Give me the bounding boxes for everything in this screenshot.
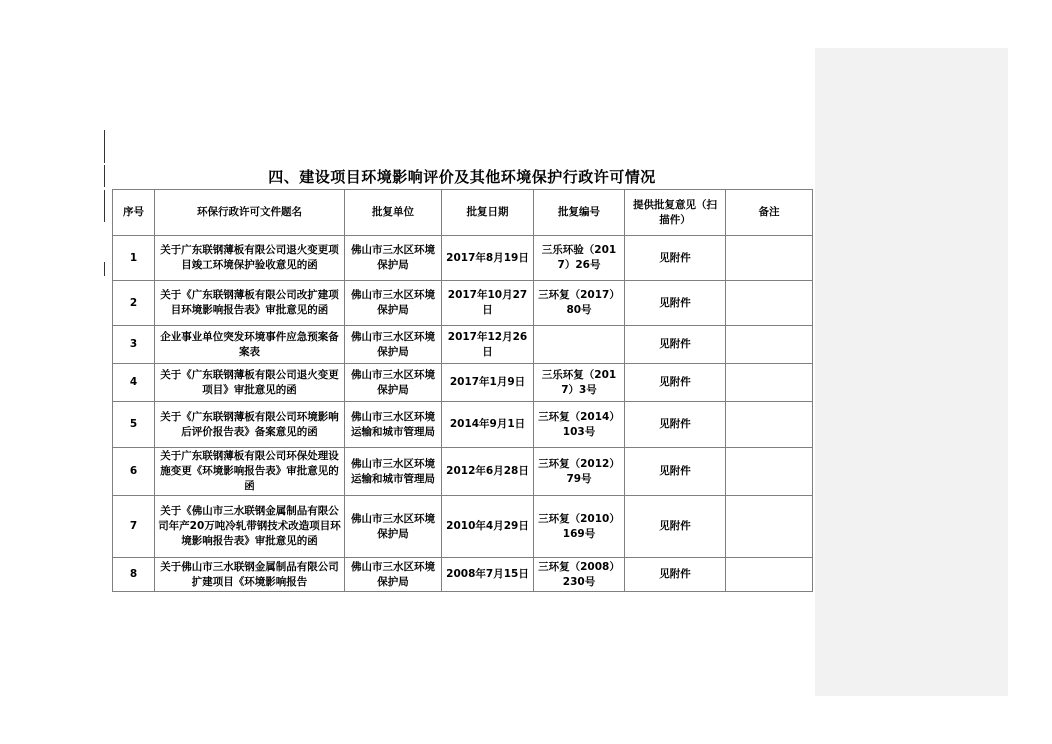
approval-unit: 佛山市三水区环境保护局 [345, 558, 442, 592]
approval-code [534, 326, 625, 364]
scan-reference: 见附件 [625, 496, 726, 558]
change-bar [104, 165, 105, 187]
scan-reference: 见附件 [625, 402, 726, 448]
row-number: 2 [113, 281, 155, 326]
remark [726, 402, 813, 448]
scan-reference: 见附件 [625, 236, 726, 281]
column-header-scan: 提供批复意见（扫描件） [625, 190, 726, 236]
table-row [113, 236, 813, 281]
approval-unit: 佛山市三水区环境运输和城市管理局 [345, 448, 442, 496]
approval-code: 三环复（2017）80号 [534, 281, 625, 326]
table-row [113, 364, 813, 402]
scan-reference: 见附件 [625, 448, 726, 496]
document-title: 关于广东联钢薄板有限公司退火变更项目竣工环境保护验收意见的函 [155, 236, 345, 281]
approval-date: 2017年8月19日 [442, 236, 534, 281]
column-header-code: 批复编号 [534, 190, 625, 236]
table-row [113, 496, 813, 558]
approval-date: 2017年12月26日 [442, 326, 534, 364]
remark [726, 326, 813, 364]
change-bar [104, 130, 105, 163]
permits-table [112, 189, 813, 592]
approval-unit: 佛山市三水区环境保护局 [345, 364, 442, 402]
approval-code: 三乐环验（2017）26号 [534, 236, 625, 281]
document-title: 关于《佛山市三水联钢金属制品有限公司年产20万吨冷轧带钢技术改造项目环境影响报告表》审批意见的函 [155, 496, 345, 558]
change-bar [104, 190, 105, 222]
approval-code: 三环复（2008）230号 [534, 558, 625, 592]
remark [726, 364, 813, 402]
table-row [113, 558, 813, 592]
table-header-row [113, 190, 813, 236]
scan-reference: 见附件 [625, 326, 726, 364]
approval-date: 2017年1月9日 [442, 364, 534, 402]
section-title: 四、建设项目环境影响评价及其他环境保护行政许可情况 [268, 168, 656, 186]
document-title: 关于《广东联钢薄板有限公司环境影响后评价报告表》备案意见的函 [155, 402, 345, 448]
row-number: 6 [113, 448, 155, 496]
column-header-note: 备注 [726, 190, 813, 236]
approval-unit: 佛山市三水区环境运输和城市管理局 [345, 402, 442, 448]
approval-code: 三环复（2010）169号 [534, 496, 625, 558]
approval-code: 三环复（2012）79号 [534, 448, 625, 496]
table-row [113, 326, 813, 364]
comment-pane [815, 48, 1008, 696]
remark [726, 496, 813, 558]
scan-reference: 见附件 [625, 281, 726, 326]
row-number: 3 [113, 326, 155, 364]
scan-reference: 见附件 [625, 364, 726, 402]
document-title: 企业事业单位突发环境事件应急预案备案表 [155, 326, 345, 364]
row-number: 5 [113, 402, 155, 448]
approval-date: 2012年6月28日 [442, 448, 534, 496]
approval-date: 2008年7月15日 [442, 558, 534, 592]
remark [726, 236, 813, 281]
approval-date: 2014年9月1日 [442, 402, 534, 448]
approval-unit: 佛山市三水区环境保护局 [345, 236, 442, 281]
remark [726, 281, 813, 326]
column-header-unit: 批复单位 [345, 190, 442, 236]
column-header-no: 序号 [113, 190, 155, 236]
approval-code: 三乐环复（2017）3号 [534, 364, 625, 402]
table-row [113, 402, 813, 448]
column-header-document: 环保行政许可文件题名 [155, 190, 345, 236]
document-title: 关于佛山市三水联钢金属制品有限公司扩建项目《环境影响报告 [155, 558, 345, 592]
change-bar [104, 262, 105, 276]
row-number: 8 [113, 558, 155, 592]
row-number: 1 [113, 236, 155, 281]
approval-date: 2017年10月27日 [442, 281, 534, 326]
approval-unit: 佛山市三水区环境保护局 [345, 281, 442, 326]
column-header-date: 批复日期 [442, 190, 534, 236]
approval-unit: 佛山市三水区环境保护局 [345, 496, 442, 558]
approval-unit: 佛山市三水区环境保护局 [345, 326, 442, 364]
table-row [113, 281, 813, 326]
table-row [113, 448, 813, 496]
row-number: 7 [113, 496, 155, 558]
document-title: 关于《广东联钢薄板有限公司退火变更项目》审批意见的函 [155, 364, 345, 402]
document-title: 关于《广东联钢薄板有限公司改扩建项目环境影响报告表》审批意见的函 [155, 281, 345, 326]
remark [726, 558, 813, 592]
approval-date: 2010年4月29日 [442, 496, 534, 558]
approval-code: 三环复（2014）103号 [534, 402, 625, 448]
document-title: 关于广东联钢薄板有限公司环保处理设施变更《环境影响报告表》审批意见的函 [155, 448, 345, 496]
scan-reference: 见附件 [625, 558, 726, 592]
row-number: 4 [113, 364, 155, 402]
remark [726, 448, 813, 496]
